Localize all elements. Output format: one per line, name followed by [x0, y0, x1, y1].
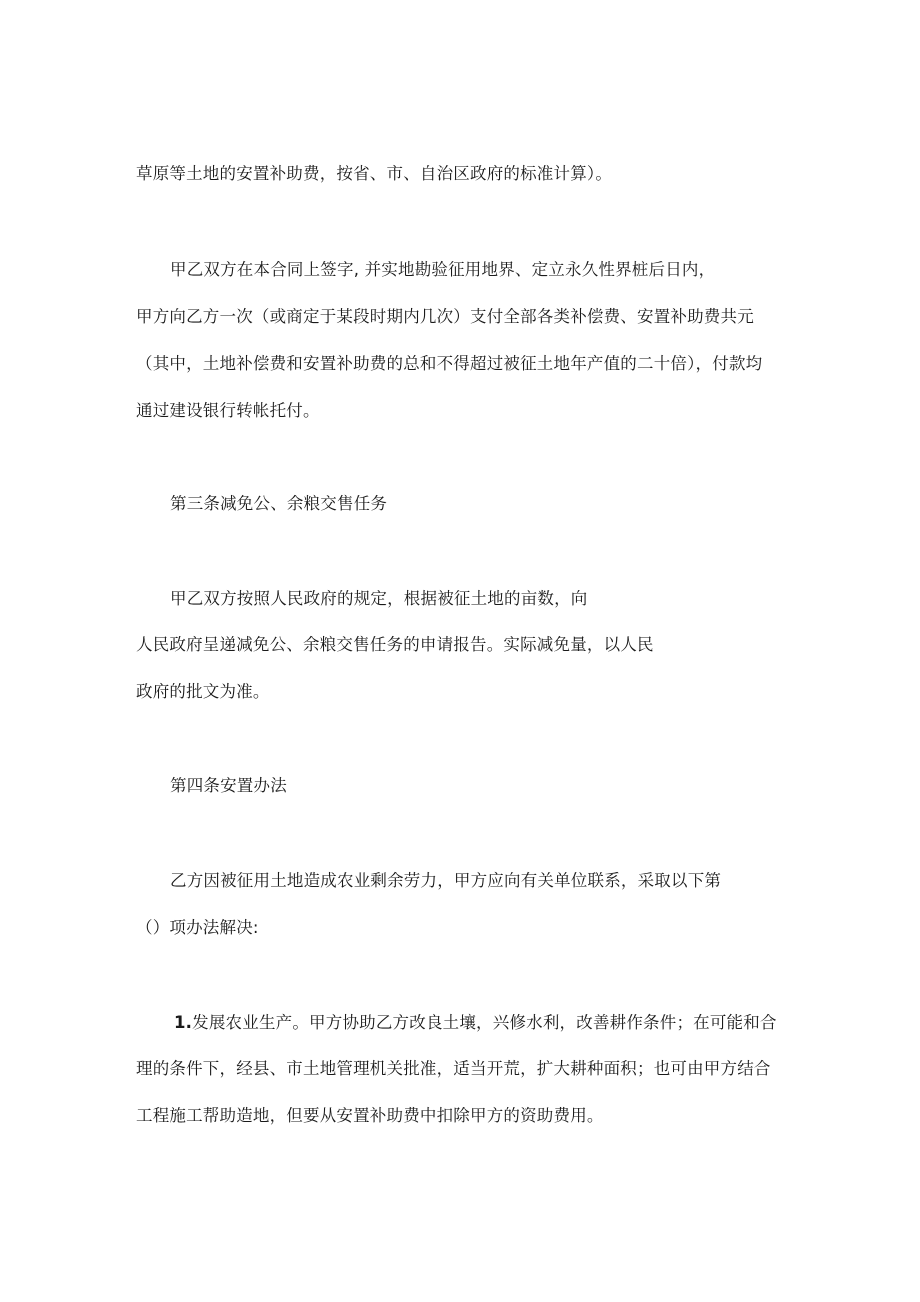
paragraph-line: （）项办法解决:	[136, 918, 259, 937]
paragraph-line: （其中，土地补偿费和安置补助费的总和不得超过被征土地年产值的二十倍），付款均	[136, 354, 763, 373]
paragraph-line: 甲方向乙方一次（或商定于某段时期内几次）支付全部各类补偿费、安置补助费共元	[136, 307, 754, 326]
list-item-number: 1.	[174, 1013, 193, 1032]
paragraph-line: 工程施工帮助造地，但要从安置补助费中扣除甲方的资助费用。	[136, 1106, 604, 1125]
paragraph-line: 甲乙双方在本合同上签字, 并实地勘验征用地界、定立永久性界桩后日内，	[170, 260, 716, 279]
section-heading: 第四条安置办法	[170, 776, 287, 795]
section-heading: 第三条减免公、余粮交售任务	[170, 494, 388, 513]
list-item-text: 发展农业生产。甲方协助乙方改良土壤，兴修水利，改善耕作条件；在可能和合	[192, 1013, 777, 1032]
paragraph-line: 政府的批文为准。	[136, 682, 270, 701]
paragraph-line: 草原等土地的安置补助费，按省、市、自治区政府的标准计算）。	[136, 164, 613, 183]
paragraph-line: 乙方因被征用土地造成农业剩余劳力，甲方应向有关单位联系，采取以下第	[170, 871, 722, 890]
paragraph-line: 甲乙双方按照人民政府的规定，根据被征土地的亩数，向	[170, 589, 588, 608]
list-item-line	[174, 1012, 777, 1034]
paragraph-line: 理的条件下，经县、市土地管理机关批准，适当开荒，扩大耕种面积；也可由甲方结合	[136, 1059, 771, 1078]
paragraph-line: 人民政府呈递减免公、余粮交售任务的申请报告。实际减免量，以人民	[136, 635, 654, 654]
paragraph-line: 通过建设银行转帐托付。	[136, 401, 320, 420]
